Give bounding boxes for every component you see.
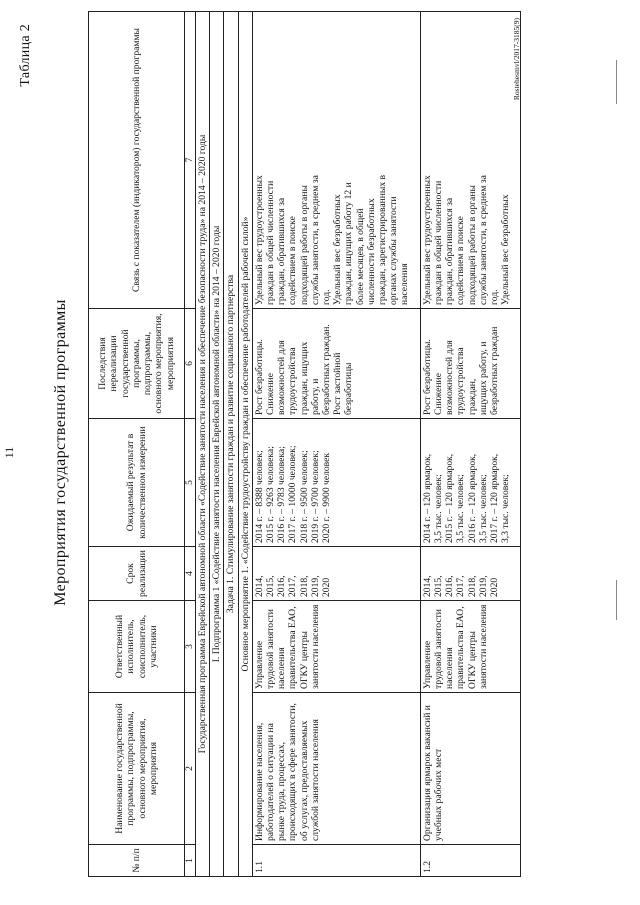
cell-line: занятости населения [477,604,489,689]
cell-line: учебных рабочих мест [433,748,445,841]
row-result [252,419,420,547]
column-number-row [185,12,196,877]
cell-line: занятости населения [309,604,321,689]
cell-line: трудоустройства [455,347,467,415]
cell-line: безработных граждан. [321,324,333,415]
header-consequences: Последствия нереализации государственной программы, подпрограммы, основного мероприятия, мероприятия [89,309,185,419]
cell-line: службы занятости, в среднем за [477,175,489,305]
cell-line: Снижение [265,373,277,415]
cell-line: Организация ярмарок вакансий и [421,705,433,841]
table-label: Таблица 2 [18,24,33,87]
cell-line: содействием в поиске [455,216,467,305]
subprogram-row [210,12,224,877]
page-title: Мероприятия государственной программы [52,299,69,606]
cell-line: населения [399,263,411,305]
header-num: № п/п [89,845,185,877]
cell-line: безработных граждан [489,326,501,415]
cell-line: 2014, [421,575,433,597]
cell-line: подходящей работы в органы [466,185,478,305]
cell-line: граждан, ищущих [298,341,310,415]
cell-line: 2018 г. – 9500 человек; [298,450,310,543]
cell-line: 2020 [321,577,333,597]
row-num: 1.1 [252,845,420,877]
cell-line: возможностей для [276,340,288,415]
cell-line: правительства ЕАО, [455,606,467,689]
cell-line: Рост безработицы. [253,339,265,415]
events-table [88,11,521,877]
cell-line: 2015 г. – 120 ярмарок, [444,453,456,543]
row-consequences [252,309,420,419]
cell-line: 2016, [276,575,288,597]
cell-line: 2016 г. – 9783 человека; [276,446,288,543]
task-row [224,12,238,877]
cell-line: численности безработных [365,198,377,305]
cell-line: трудоустройства [287,347,299,415]
column-number: 3 [185,601,196,693]
cell-line: 2015, [265,575,277,597]
cell-line: возможностей для [444,340,456,415]
cell-line: граждан, зарегистрированных в [377,174,389,305]
cell-line: службой занятости населения [309,719,321,841]
cell-line: службы занятости, в среднем за [309,175,321,305]
subprogram-title: I. Подпрограмма 1 «Содействие занятости населения Еврейской автономной области» на 2014 – 2020 годы [210,12,224,877]
cell-line: 3,5 тыс. человек; [455,474,467,543]
cell-line: 2017 г. – 10000 человек; [287,445,299,543]
cell-line: 2020 г. – 9900 человек [321,452,333,543]
cell-line: 2018, [466,575,478,597]
scan-edge-mark [616,60,617,104]
cell-line: работодателей о ситуации на [265,723,277,841]
document-stamp: Rostehesmvl/2017-3185(9) [511,18,521,101]
cell-line: содействием в поиске [287,216,299,305]
cell-line: 3,3 тыс. человек; [500,474,512,543]
cell-line: 2014 г. – 120 ярмарок, [421,453,433,543]
cell-line: 2019, [309,575,321,597]
cell-line: Рост застойной [332,352,344,415]
cell-line: 2018, [298,575,310,597]
main-event-row [238,12,252,877]
row-indicator [252,12,420,309]
header-responsible: Ответственный исполнитель, соисполнитель, участники [89,601,185,693]
row-num: 1.2 [420,845,520,877]
cell-line: год. [489,289,501,305]
cell-line: ищущих работу, и [477,341,489,415]
cell-line: 2014 г. – 8388 человек; [253,450,265,543]
cell-line: 2016 г. – 120 ярмарок, [466,453,478,543]
cell-line: 2019 г. – 9700 человек; [309,450,321,543]
cell-line: 3,5 тыс. человек; [477,474,489,543]
cell-line: Управление [253,640,265,689]
column-number: 1 [185,845,196,877]
cell-line: Рост безработицы. [421,339,433,415]
cell-line: об услугах, предоставляемых [298,720,310,841]
cell-line: 2017 г. – 120 ярмарок, [489,453,501,543]
cell-line: 2017, [287,575,299,597]
cell-line: рынке труда, процессах, [276,741,288,841]
row-indicator-text [422,15,512,305]
cell-line: 2019, [477,575,489,597]
column-number: 4 [185,547,196,601]
column-number: 2 [185,693,196,845]
cell-line: Информирование населения, [253,722,265,841]
cell-line: ОГКУ центры [466,631,478,689]
row-name [420,693,520,845]
page-number: 11 [2,446,16,459]
main-event-title: Основное мероприятие 1. «Содействие трудоустройству граждан и обеспечение работодателей рабочей силой» [238,12,252,877]
cell-line: Удельный вес трудоустроенных [253,175,265,305]
task-title: Задача 1. Стимулирование занятости граждан и развитие социального партнерства [224,12,238,877]
cell-line: трудовой занятости [265,609,277,689]
header-row [89,12,185,877]
cell-line: Удельный вес трудоустроенных [421,175,433,305]
cell-line: год. [321,289,333,305]
column-number: 5 [185,419,196,547]
table-row [420,12,520,877]
cell-line: граждан, [466,378,478,415]
cell-line: граждан в общей численности [265,180,277,305]
cell-line: 2020 [489,577,501,597]
scan-edge-mark [616,580,617,620]
program-row [196,12,210,877]
row-indicator [420,12,520,309]
cell-line: 2017, [455,575,467,597]
row-responsible [420,601,520,693]
cell-line: 2016, [444,575,456,597]
cell-line: граждан, обратившихся за [444,197,456,305]
header-result: Ожидаемый результат в количественном измерении [89,419,185,547]
cell-line: населения [444,647,456,689]
row-responsible [252,601,420,693]
table-row [252,12,420,877]
cell-line: 2015 г. – 9263 человека; [265,446,277,543]
cell-line: Снижение [433,373,445,415]
column-number: 6 [185,309,196,419]
cell-line: трудовой занятости [433,609,445,689]
cell-line: безработицы [343,362,355,415]
row-period [420,547,520,601]
cell-line: Управление [421,640,433,689]
cell-line: населения [276,647,288,689]
row-name [252,693,420,845]
header-period: Срок реализации [89,547,185,601]
cell-line: граждан в общей численности [433,180,445,305]
cell-line: 2015, [433,575,445,597]
row-result [420,419,520,547]
cell-line: правительства ЕАО, [287,606,299,689]
header-name: Наименование государственной программы, подпрограммы, основного мероприятия, мероприятия [89,693,185,845]
cell-line: ОГКУ центры [298,631,310,689]
cell-line: граждан, ищущих работу 12 и [343,182,355,305]
cell-line: происходящих в сфере занятости, [287,703,299,841]
program-title: Государственная программа Еврейской автономной области «Содействие занятости населения и обеспечение безопасности труда» на 2014 – 2020 годы [196,12,210,877]
row-consequences [420,309,520,419]
cell-line: 2014, [253,575,265,597]
cell-line: 3,5 тыс. человек; [433,474,445,543]
cell-line: граждан, обратившихся за [276,197,288,305]
column-number: 7 [185,12,196,309]
cell-line: Удельный вес безработных [332,194,344,305]
cell-line: Удельный вес безработных [500,194,512,305]
cell-line: более месяцев, в общей [354,208,366,305]
row-period [252,547,420,601]
cell-line: работу, и [309,378,321,415]
cell-line: органах службы занятости [388,196,400,305]
header-indicator: Связь с показателем (индикатором) государственной программы [89,12,185,309]
cell-line: подходящей работы в органы [298,185,310,305]
